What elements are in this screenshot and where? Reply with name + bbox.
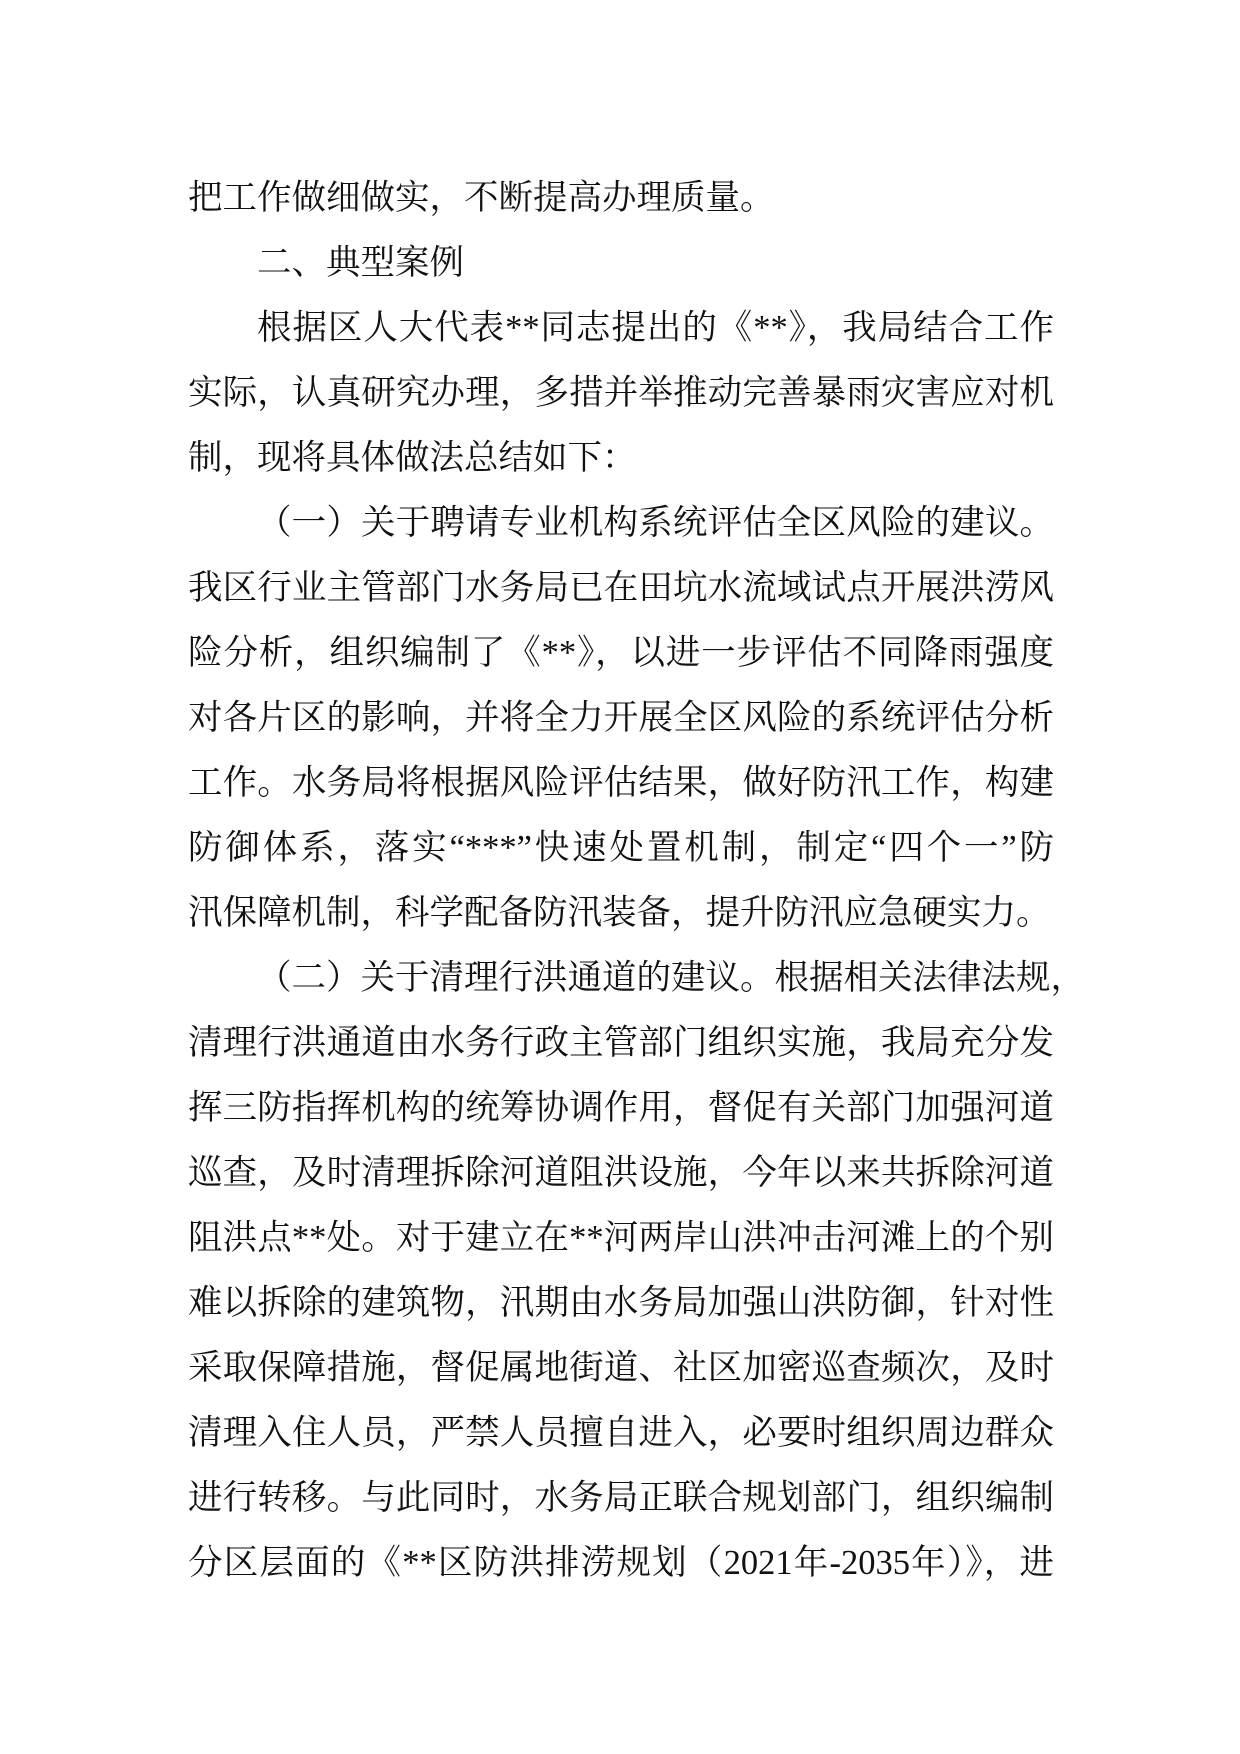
paragraph xyxy=(188,491,1054,946)
text-line: 清理行洪通道由水务行政主管部门组织实施，我局充分发 xyxy=(188,1024,1054,1062)
text-line: 我区行业主管部门水务局已在田坑水流域试点开展洪涝风 xyxy=(188,569,1054,607)
text-line: 险分析，组织编制了《**》，以进一步评估不同降雨强度 xyxy=(188,634,1054,672)
text-line: 采取保障措施，督促属地街道、社区加密巡查频次，及时 xyxy=(188,1349,1054,1387)
text-line: 防御体系，落实“***”快速处置机制，制定“四个一”防 xyxy=(188,829,1054,867)
text-line: 实际，认真研究办理，多措并举推动完善暴雨灾害应对机 xyxy=(188,374,1054,412)
text-line: 巡查，及时清理拆除河道阻洪设施，今年以来共拆除河道 xyxy=(188,1154,1054,1192)
text-line: 挥三防指挥机构的统筹协调作用，督促有关部门加强河道 xyxy=(188,1089,1054,1127)
paragraph xyxy=(188,946,1085,1596)
text-line: 汛保障机制，科学配备防汛装备，提升防汛应急硬实力。 xyxy=(188,894,1051,932)
text-line: 制，现将具体做法总结如下： xyxy=(188,439,637,477)
paragraph xyxy=(188,231,1054,296)
text-line: 把工作做细做实，不断提高办理质量。 xyxy=(188,179,775,217)
section-heading: 二、典型案例 xyxy=(257,244,464,282)
text-line: 阻洪点**处。对于建立在**河两岸山洪冲击河滩上的个别 xyxy=(188,1219,1054,1257)
text-line: 难以拆除的建筑物，汛期由水务局加强山洪防御，针对性 xyxy=(188,1284,1054,1322)
subsection-heading-line: （一）关于聘请专业机构系统评估全区风险的建议。 xyxy=(257,504,1054,542)
text-line: 工作。水务局将根据风险评估结果，做好防汛工作，构建 xyxy=(188,764,1054,802)
text-line: 根据区人大代表**同志提出的《**》，我局结合工作 xyxy=(257,309,1054,347)
text-line: 对各片区的影响，并将全力开展全区风险的系统评估分析 xyxy=(188,699,1054,737)
paragraph xyxy=(188,296,1054,491)
text-line: 分区层面的《**区防洪排涝规划（2021年-2035年）》，进 xyxy=(188,1544,1054,1582)
text-line: 进行转移。与此同时，水务局正联合规划部门，组织编制 xyxy=(188,1479,1054,1517)
text-line: 清理入住人员，严禁人员擅自进入，必要时组织周边群众 xyxy=(188,1414,1054,1452)
paragraph xyxy=(188,166,1054,231)
subsection-heading-line: （二）关于清理行洪通道的建议。根据相关法律法规， xyxy=(257,959,1085,997)
document-body xyxy=(188,166,1085,1596)
